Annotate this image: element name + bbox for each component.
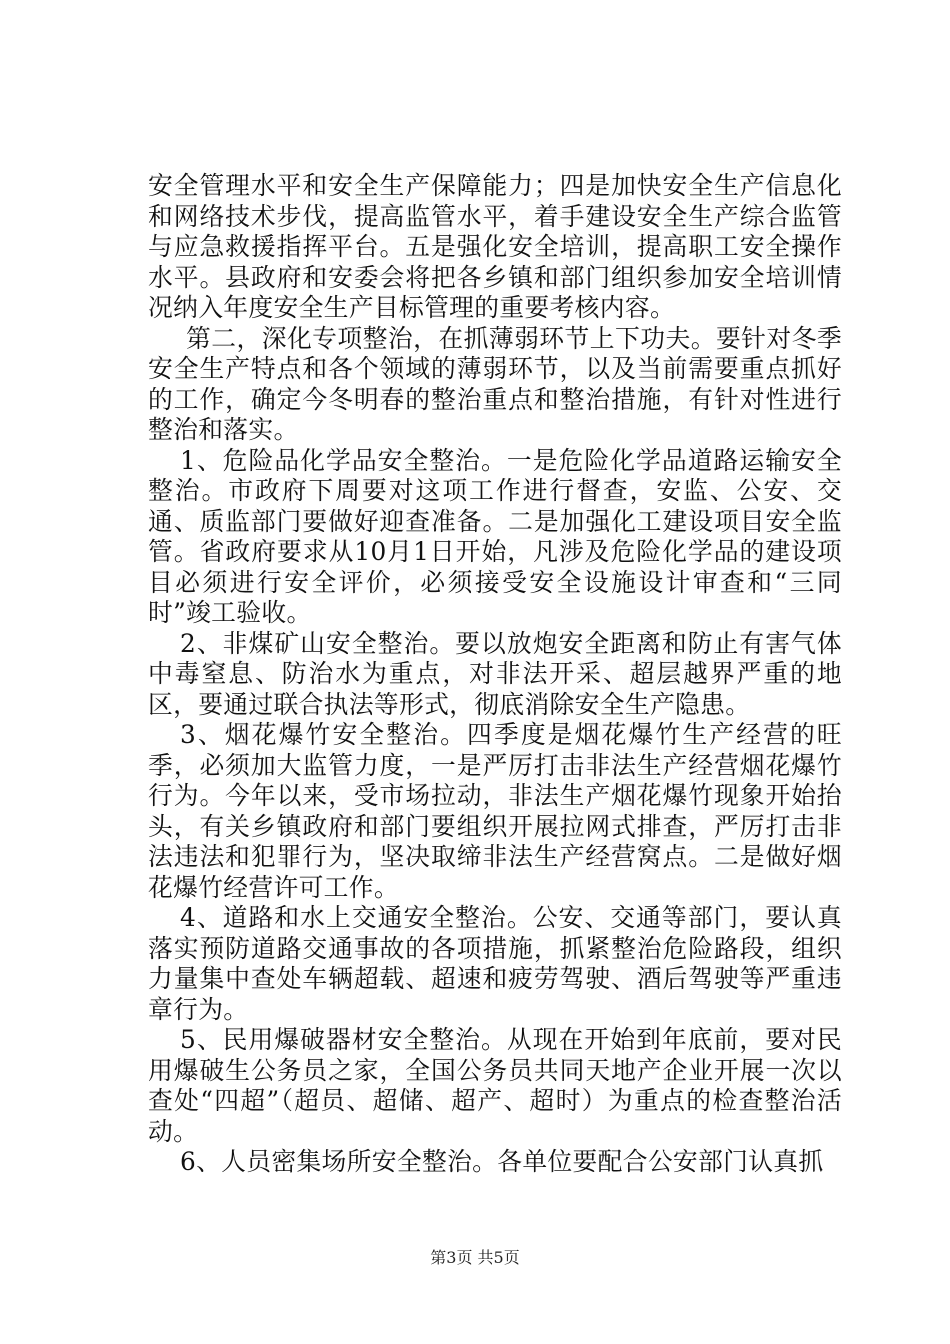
paragraph-5: 3、烟花爆竹安全整治。四季度是烟花爆竹生产经营的旺季，必须加大监管力度，一是严厉打击非法生产经营烟花爆竹行为。今年以来，受市场拉动，非法生产烟花爆竹现象开始抬头，有关乡镇政府和部门要组织开展拉网式排查，严厉打击非法违法和犯罪行为，坚决取缔非法生产经营窝点。二是做好烟花爆竹经营许可工作。 <box>148 720 842 902</box>
paragraph-3: 1、危险品化学品安全整治。一是危险化学品道路运输安全整治。市政府下周要对这项工作进行督查，安监、公安、交通、质监部门要做好迎查准备。二是加强化工建设项目安全监管。省政府要求从10月1日开始，凡涉及危险化学品的建设项目必须进行安全评价，必须接受安全设施设计审查和“三同时”竣工验收。 <box>148 445 842 627</box>
paragraph-4: 2、非煤矿山安全整治。要以放炮安全距离和防止有害气体中毒窒息、防治水为重点，对非法开采、超层越界严重的地区，要通过联合执法等形式，彻底消除安全生产隐患。 <box>148 628 842 719</box>
paragraph-1: 安全管理水平和安全生产保障能力；四是加快安全生产信息化和网络技术步伐，提高监管水平，着手建设安全生产综合监管与应急救援指挥平台。五是强化安全培训，提高职工安全操作水平。县政府和安委会将把各乡镇和部门组织参加安全培训情况纳入年度安全生产目标管理的重要考核内容。 <box>148 171 842 322</box>
page-number-footer: 第3页 共5页 <box>430 1248 520 1267</box>
paragraph-6: 4、道路和水上交通安全整治。公安、交通等部门，要认真落实预防道路交通事故的各项措施，抓紧整治危险路段，组织力量集中查处车辆超载、超速和疲劳驾驶、酒后驾驶等严重违章行为。 <box>148 903 842 1024</box>
paragraph-8: 6、人员密集场所安全整治。各单位要配合公安部门认真抓 <box>180 1147 824 1176</box>
paragraph-2: 第二，深化专项整治，在抓薄弱环节上下功夫。要针对冬季安全生产特点和各个领域的薄弱环节，以及当前需要重点抓好的工作，确定今冬明春的整治重点和整治措施，有针对性进行整治和落实。 <box>148 323 842 444</box>
document-body <box>148 171 842 1178</box>
paragraph-7: 5、民用爆破器材安全整治。从现在开始到年底前，要对民用爆破生公务员之家，全国公务员共同天地产企业开展一次以查处“四超”（超员、超储、超产、超时）为重点的检查整治活动。 <box>148 1025 842 1146</box>
